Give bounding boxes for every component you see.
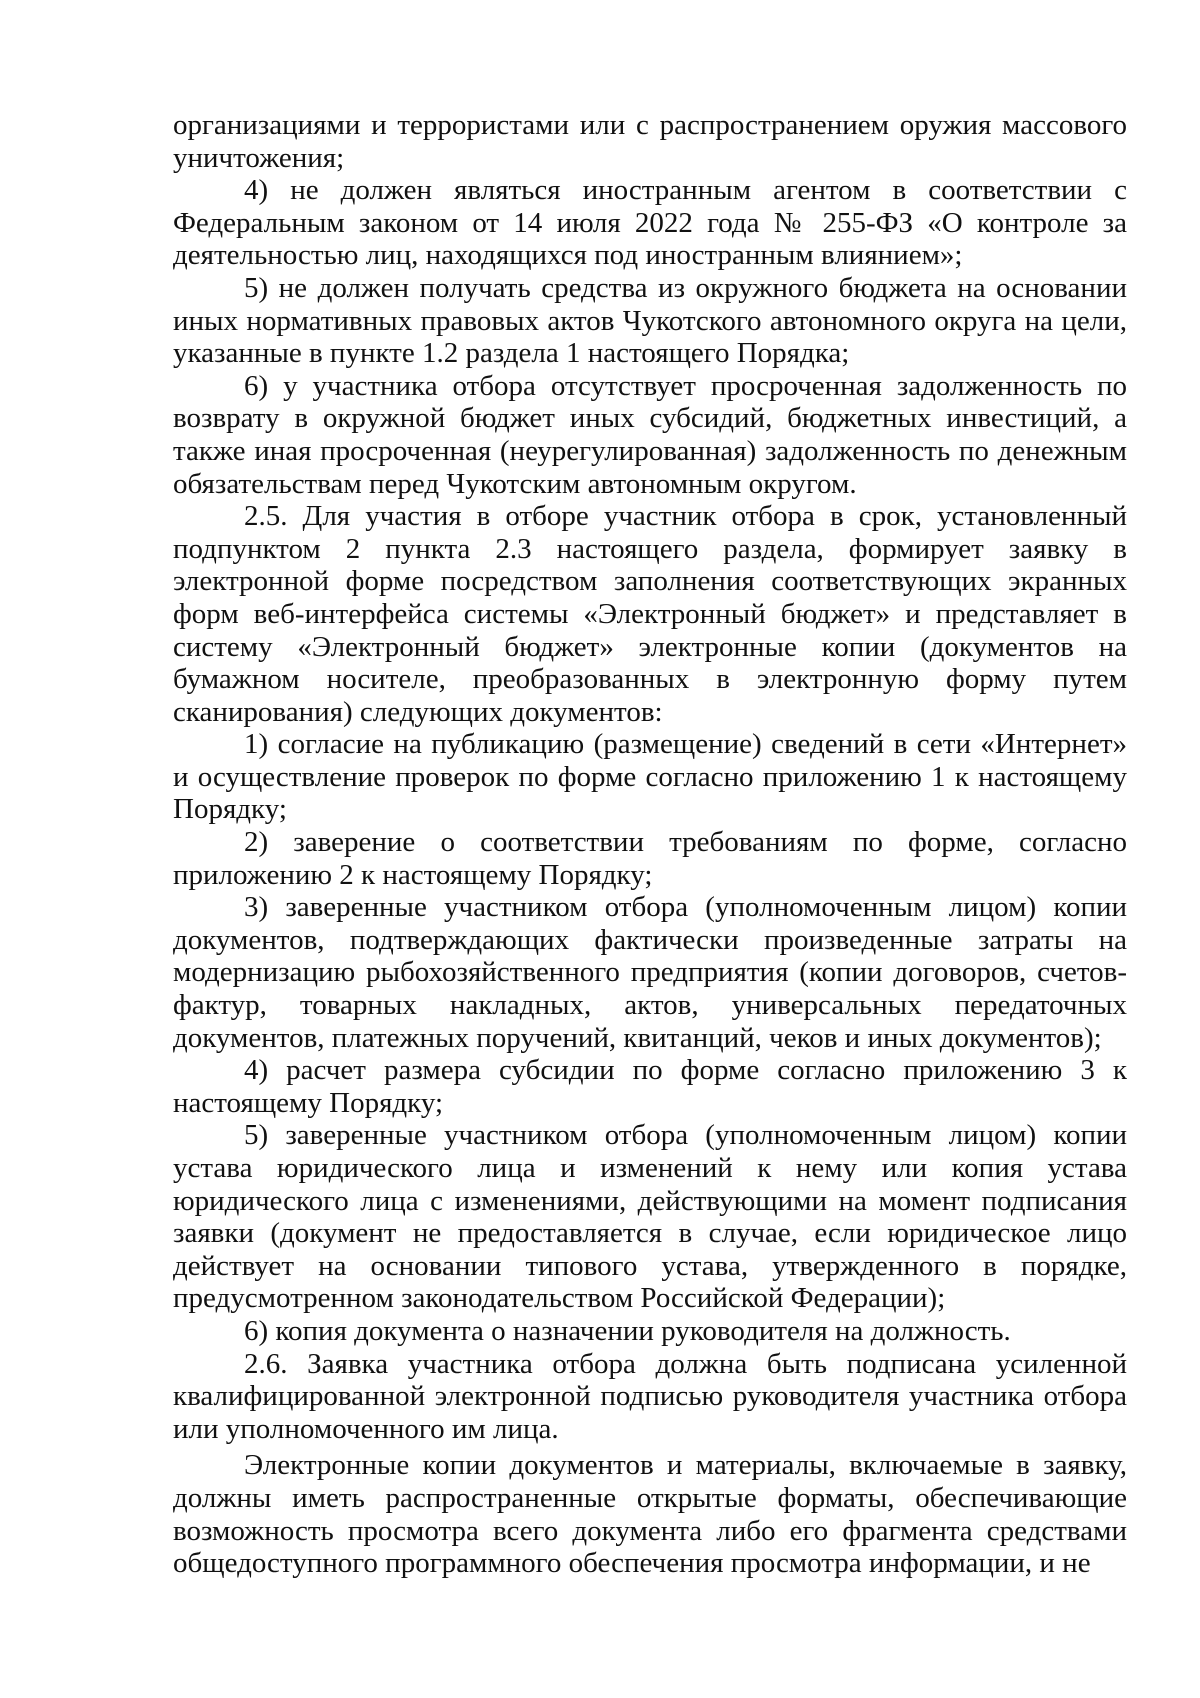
- paragraph-section-2-6: 2.6. Заявка участника отбора должна быть подписана усиленной квалифицированной электронной подписью руководителя участника отбора или уполномоченного им лица.: [173, 1347, 1127, 1445]
- paragraph-item-5-district-budget: 5) не должен получать средства из окружного бюджета на основании иных нормативных правовых актов Чукотского автономного округа на цели, указанные в пункте 1.2 раздела 1 настоящего Порядка;: [173, 271, 1127, 370]
- paragraph-item-6-overdue-debt: 6) у участника отбора отсутствует просроченная задолженность по возврату в окружной бюджет иных субсидий, бюджетных инвестиций, а также иная просроченная (неурегулированная) задолженность по денежным обязательствам перед Чукотским автономным округом.: [173, 369, 1127, 500]
- paragraph-doc-3-expense-copies: 3) заверенные участником отбора (уполномоченным лицом) копии документов, подтверждающих фактически произведенные затраты на модернизацию рыбохозяйственного предприятия (копии договоров, счетов-фактур, товарных накладных, актов, универсальных передаточных документов, платежных поручений, квитанций, чеков и иных документов);: [173, 891, 1127, 1054]
- paragraph-continuation: организациями и террористами или с распространением оружия массового уничтожения;: [173, 109, 1127, 174]
- paragraph-doc-5-charter-copies: 5) заверенные участником отбора (уполномоченным лицом) копии устава юридического лица и изменений к нему или копия устава юридического лица с изменениями, действующими на момент подписания заявки (документ не предоставляется в случае, если юридическое лицо действует на основании типового устава, утвержденного в порядке, предусмотренном законодательством Российской Федерации);: [173, 1119, 1127, 1315]
- paragraph-section-2-5: 2.5. Для участия в отборе участник отбора в срок, установленный подпунктом 2 пункта 2.3 настоящего раздела, формирует заявку в электронной форме посредством заполнения соответствующих экранных форм веб-интерфейса системы «Электронный бюджет» и представляет в систему «Электронный бюджет» электронные копии (документов на бумажном носителе, преобразованных в электронную форму путем сканирования) следующих документов:: [173, 500, 1127, 728]
- paragraph-electronic-copies: Электронные копии документов и материалы, включаемые в заявку, должны иметь распространенные открытые форматы, обеспечивающие возможность просмотра всего документа либо его фрагмента средствами общедоступного программного обеспечения просмотра информации, и не: [173, 1449, 1127, 1580]
- paragraph-doc-1-consent: 1) согласие на публикацию (размещение) сведений в сети «Интернет» и осуществление проверок по форме согласно приложению 1 к настоящему Порядку;: [173, 728, 1127, 826]
- paragraph-doc-2-assurance: 2) заверение о соответствии требованиям по форме, согласно приложению 2 к настоящему Порядку;: [173, 826, 1127, 891]
- paragraph-doc-6-appointment: 6) копия документа о назначении руководителя на должность.: [244, 1314, 1011, 1347]
- paragraph-doc-4-subsidy-calculation: 4) расчет размера субсидии по форме согласно приложению 3 к настоящему Порядку;: [173, 1054, 1127, 1119]
- paragraph-item-4-foreign-agent: 4) не должен являться иностранным агентом в соответствии с Федеральным законом от 14 июля 2022 года № 255-ФЗ «О контроле за деятельностью лиц, находящихся под иностранным влиянием»;: [173, 174, 1127, 272]
- document-body: [173, 109, 1127, 1580]
